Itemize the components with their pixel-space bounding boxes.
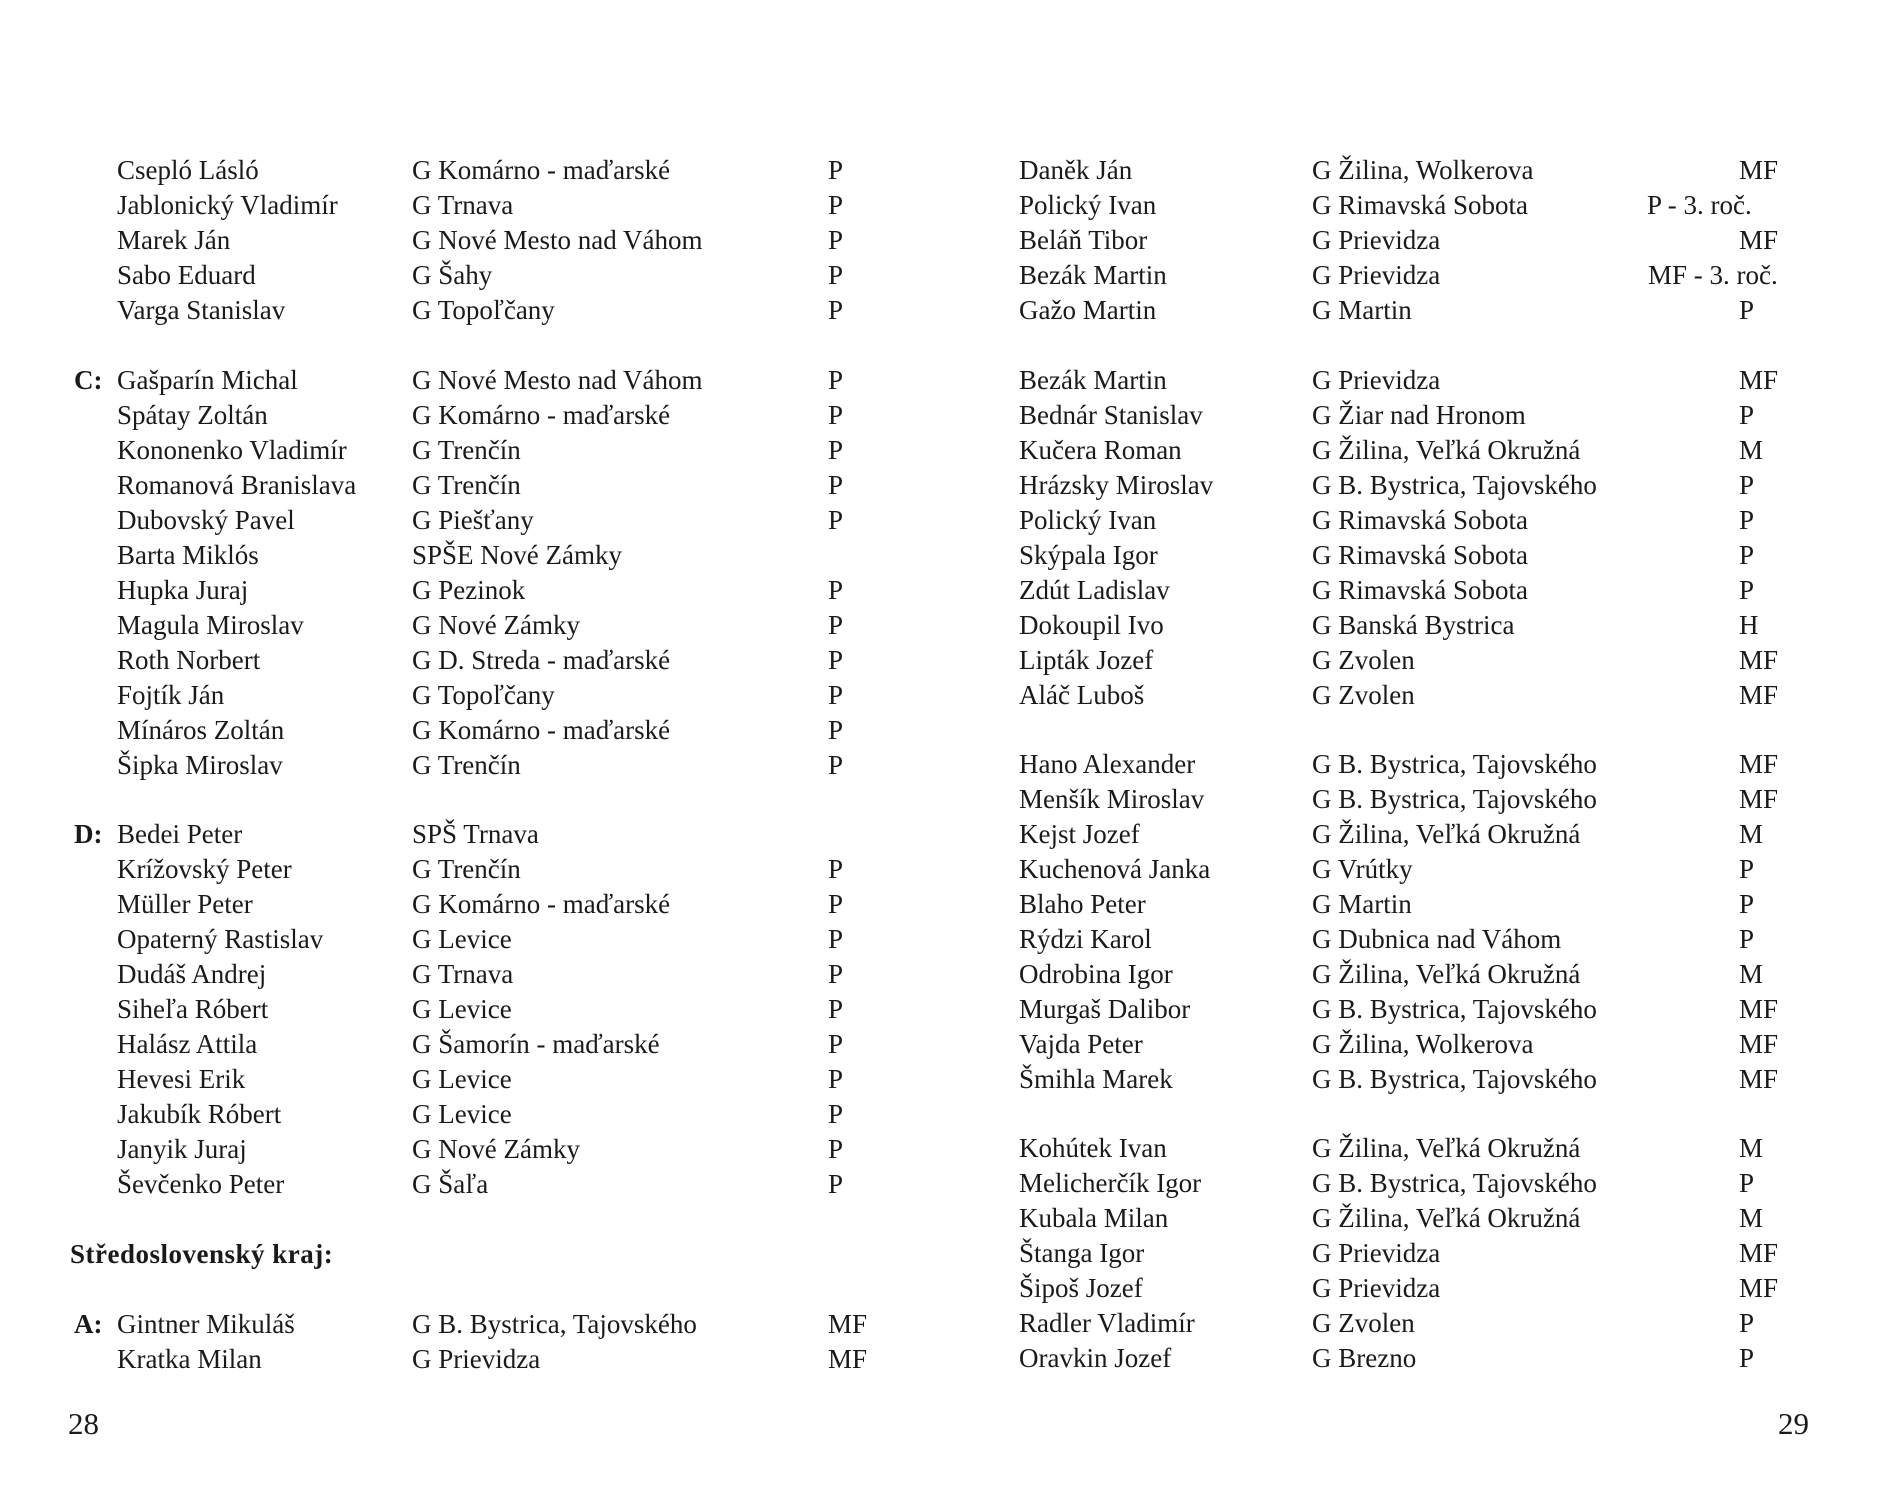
school-name: G B. Bystrica, Tajovského xyxy=(412,1309,697,1339)
school-name: G B. Bystrica, Tajovského xyxy=(1312,749,1597,779)
student-name: Kučera Roman xyxy=(1019,435,1182,465)
subject-code: MF xyxy=(1739,1064,1779,1094)
student-name: Roth Norbert xyxy=(117,645,261,675)
subject-code: M xyxy=(1739,959,1764,989)
table-row xyxy=(939,153,1878,188)
school-name: G Levice xyxy=(412,924,512,954)
table-row xyxy=(939,1306,1878,1341)
school-name: G Rimavská Sobota xyxy=(1312,190,1528,220)
student-name: Sabo Eduard xyxy=(117,260,256,290)
table-row xyxy=(0,398,939,433)
student-name: Aláč Luboš xyxy=(1019,680,1145,710)
school-name: G B. Bystrica, Tajovského xyxy=(1312,784,1597,814)
school-name: G Rimavská Sobota xyxy=(1312,540,1528,570)
page-number: 29 xyxy=(1778,1406,1809,1441)
subject-code: MF xyxy=(1739,1273,1779,1303)
student-name: Šmihla Marek xyxy=(1019,1064,1173,1094)
table-row xyxy=(0,153,939,188)
student-name: Hrázsky Miroslav xyxy=(1019,470,1214,500)
student-name: Barta Miklós xyxy=(117,540,259,570)
school-name: G Levice xyxy=(412,1099,512,1129)
subject-code: P xyxy=(828,854,844,884)
subject-code: MF xyxy=(1739,645,1779,675)
student-name: Odrobina Igor xyxy=(1019,959,1173,989)
subject-code: P xyxy=(1739,400,1755,430)
student-name: Vajda Peter xyxy=(1019,1029,1143,1059)
student-name: Kubala Milan xyxy=(1019,1203,1169,1233)
subject-code: P xyxy=(828,365,844,395)
student-name: Radler Vladimír xyxy=(1019,1308,1195,1338)
school-name: G B. Bystrica, Tajovského xyxy=(1312,994,1597,1024)
table-row xyxy=(0,1062,939,1097)
left-block-c xyxy=(0,363,939,783)
student-name: Krížovský Peter xyxy=(117,854,292,884)
student-name: Kohútek Ivan xyxy=(1019,1133,1167,1163)
school-name: G Trenčín xyxy=(412,435,521,465)
school-name: G Prievidza xyxy=(1312,225,1441,255)
student-name: Hevesi Erik xyxy=(117,1064,246,1094)
student-name: Mínáros Zoltán xyxy=(117,715,285,745)
student-name: Müller Peter xyxy=(117,889,253,919)
school-name: G Komárno - maďarské xyxy=(412,400,671,430)
student-name: Romanová Branislava xyxy=(117,470,357,500)
school-name: G Prievidza xyxy=(1312,1238,1441,1268)
subject-code: P xyxy=(828,1099,844,1129)
right-block-4 xyxy=(939,1131,1878,1376)
student-name: Fojtík Ján xyxy=(117,680,225,710)
school-name: G Trenčín xyxy=(412,854,521,884)
right-block-3 xyxy=(939,747,1878,1097)
school-name: G Nové Zámky xyxy=(412,1134,580,1164)
right-block-1 xyxy=(939,153,1878,328)
category-letter: D: xyxy=(74,819,103,849)
subject-code: P xyxy=(1739,505,1755,535)
table-row xyxy=(0,1167,939,1202)
table-row xyxy=(939,922,1878,957)
student-name: Lipták Jozef xyxy=(1019,645,1154,675)
table-row xyxy=(0,887,939,922)
student-name: Gažo Martin xyxy=(1019,295,1157,325)
table-row xyxy=(939,782,1878,817)
student-name: Bedei Peter xyxy=(117,819,243,849)
subject-code: P xyxy=(828,190,844,220)
student-name: Dubovský Pavel xyxy=(117,505,295,535)
subject-code: P xyxy=(828,155,844,185)
student-name: Csepló Lásló xyxy=(117,155,259,185)
school-name: G Nové Mesto nad Váhom xyxy=(412,225,703,255)
subject-code: P xyxy=(828,750,844,780)
subject-code: P xyxy=(828,924,844,954)
student-name: Siheľa Róbert xyxy=(117,994,269,1024)
subject-code: P xyxy=(828,1134,844,1164)
student-name: Opaterný Rastislav xyxy=(117,924,324,954)
table-row xyxy=(0,293,939,328)
school-name: G Žiar nad Hronom xyxy=(1312,400,1526,430)
school-name: G Žilina, Veľká Okružná xyxy=(1312,1133,1581,1163)
table-row xyxy=(0,188,939,223)
school-name: G Žilina, Veľká Okružná xyxy=(1312,1203,1581,1233)
subject-code: MF xyxy=(1739,784,1779,814)
student-name: Rýdzi Karol xyxy=(1019,924,1152,954)
subject-code: MF xyxy=(1739,155,1779,185)
school-name: G Šamorín - maďarské xyxy=(412,1029,660,1059)
subject-code: P xyxy=(1739,470,1755,500)
student-name: Hupka Juraj xyxy=(117,575,249,605)
table-row xyxy=(939,363,1878,398)
right-block-2 xyxy=(939,363,1878,713)
subject-code: M xyxy=(1739,1203,1764,1233)
subject-code: P xyxy=(828,575,844,605)
table-row xyxy=(939,293,1878,328)
table-row xyxy=(939,188,1878,223)
student-name: Hano Alexander xyxy=(1019,749,1196,779)
school-name: G Komárno - maďarské xyxy=(412,155,671,185)
school-name: G Nové Mesto nad Váhom xyxy=(412,365,703,395)
table-row xyxy=(939,1062,1878,1097)
school-name: G Vrútky xyxy=(1312,854,1413,884)
student-name: Gintner Mikuláš xyxy=(117,1309,295,1339)
subject-code: MF xyxy=(1739,225,1779,255)
school-name: G Žilina, Veľká Okružná xyxy=(1312,959,1581,989)
student-name: Melicherčík Igor xyxy=(1019,1168,1202,1198)
school-name: G B. Bystrica, Tajovského xyxy=(1312,470,1597,500)
subject-code: P xyxy=(1739,854,1755,884)
table-row xyxy=(0,433,939,468)
subject-code: P - 3. roč. xyxy=(1647,190,1752,220)
subject-code: MF xyxy=(1739,749,1779,779)
student-name: Spátay Zoltán xyxy=(117,400,268,430)
subject-code: P xyxy=(828,610,844,640)
table-row xyxy=(939,538,1878,573)
subject-code: M xyxy=(1739,1133,1764,1163)
school-name: G Prievidza xyxy=(1312,260,1441,290)
student-name: Kejst Jozef xyxy=(1019,819,1140,849)
school-name: G D. Streda - maďarské xyxy=(412,645,671,675)
subject-code: P xyxy=(1739,540,1755,570)
school-name: G Žilina, Wolkerova xyxy=(1312,1029,1534,1059)
student-name: Marek Ján xyxy=(117,225,231,255)
subject-code: P xyxy=(828,645,844,675)
table-row xyxy=(0,643,939,678)
school-name: G Nové Zámky xyxy=(412,610,580,640)
subject-code: MF xyxy=(828,1344,868,1374)
subject-code: P xyxy=(1739,1168,1755,1198)
school-name: G Zvolen xyxy=(1312,645,1415,675)
student-name: Jablonický Vladimír xyxy=(117,190,338,220)
region-heading: Středoslovenský kraj: xyxy=(70,1239,334,1269)
subject-code: P xyxy=(828,680,844,710)
table-row xyxy=(939,223,1878,258)
subject-code: MF xyxy=(1739,1238,1779,1268)
school-name: G Trenčín xyxy=(412,750,521,780)
table-row xyxy=(939,1027,1878,1062)
school-name: SPŠ Trnava xyxy=(412,819,539,849)
school-name: G Dubnica nad Váhom xyxy=(1312,924,1562,954)
table-row xyxy=(0,223,939,258)
subject-code: P xyxy=(1739,575,1755,605)
school-name: G Pezinok xyxy=(412,575,526,605)
student-name: Polický Ivan xyxy=(1019,505,1157,535)
table-row xyxy=(939,887,1878,922)
school-name: G Žilina, Wolkerova xyxy=(1312,155,1534,185)
table-row xyxy=(939,468,1878,503)
left-block-a xyxy=(0,1307,939,1377)
school-name: G Martin xyxy=(1312,295,1412,325)
school-name: SPŠE Nové Zámky xyxy=(412,540,623,570)
subject-code: MF xyxy=(1739,994,1779,1024)
school-name: G Prievidza xyxy=(1312,1273,1441,1303)
subject-code: MF - 3. roč. xyxy=(1648,260,1778,290)
category-letter: C: xyxy=(74,365,103,395)
table-row xyxy=(0,363,939,398)
student-name: Janyik Juraj xyxy=(117,1134,247,1164)
school-name: G Zvolen xyxy=(1312,680,1415,710)
table-row xyxy=(0,1342,939,1377)
subject-code: P xyxy=(828,1169,844,1199)
school-name: G Prievidza xyxy=(412,1344,541,1374)
subject-code: MF xyxy=(828,1309,868,1339)
school-name: G Levice xyxy=(412,994,512,1024)
table-row xyxy=(0,748,939,783)
category-letter: A: xyxy=(74,1309,103,1339)
table-row xyxy=(0,678,939,713)
student-name: Zdút Ladislav xyxy=(1019,575,1170,605)
table-row xyxy=(939,608,1878,643)
table-row xyxy=(0,922,939,957)
table-row xyxy=(939,1131,1878,1166)
subject-code: P xyxy=(1739,1308,1755,1338)
student-name: Šipoš Jozef xyxy=(1019,1273,1143,1303)
subject-code: P xyxy=(828,295,844,325)
table-row xyxy=(0,1097,939,1132)
student-name: Dokoupil Ivo xyxy=(1019,610,1164,640)
subject-code: P xyxy=(1739,924,1755,954)
student-name: Oravkin Jozef xyxy=(1019,1343,1172,1373)
table-row xyxy=(939,1236,1878,1271)
table-row xyxy=(0,608,939,643)
table-row xyxy=(0,852,939,887)
table-row xyxy=(0,468,939,503)
school-name: G Žilina, Veľká Okružná xyxy=(1312,819,1581,849)
student-name: Jakubík Róbert xyxy=(117,1099,282,1129)
table-row xyxy=(939,957,1878,992)
student-name: Blaho Peter xyxy=(1019,889,1146,919)
school-name: G Komárno - maďarské xyxy=(412,889,671,919)
school-name: G Šaľa xyxy=(412,1169,489,1199)
student-name: Šipka Miroslav xyxy=(117,750,283,780)
subject-code: P xyxy=(828,715,844,745)
table-row xyxy=(0,992,939,1027)
table-row xyxy=(939,747,1878,782)
student-name: Daněk Ján xyxy=(1019,155,1133,185)
subject-code: P xyxy=(1739,295,1755,325)
school-name: G Brezno xyxy=(1312,1343,1417,1373)
subject-code: P xyxy=(828,435,844,465)
table-row xyxy=(939,258,1878,293)
school-name: G Žilina, Veľká Okružná xyxy=(1312,435,1581,465)
subject-code: P xyxy=(828,505,844,535)
left-block-d xyxy=(0,817,939,1202)
table-row xyxy=(939,433,1878,468)
table-row xyxy=(0,573,939,608)
subject-code: P xyxy=(828,994,844,1024)
school-name: G Trenčín xyxy=(412,470,521,500)
table-row xyxy=(939,573,1878,608)
table-row xyxy=(939,1166,1878,1201)
school-name: G Martin xyxy=(1312,889,1412,919)
subject-code: P xyxy=(828,260,844,290)
school-name: G Banská Bystrica xyxy=(1312,610,1515,640)
table-row xyxy=(939,398,1878,433)
school-name: G Piešťany xyxy=(412,505,534,535)
school-name: G Komárno - maďarské xyxy=(412,715,671,745)
subject-code: P xyxy=(828,470,844,500)
subject-code: P xyxy=(828,959,844,989)
table-row xyxy=(939,643,1878,678)
student-name: Magula Miroslav xyxy=(117,610,304,640)
student-name: Ševčenko Peter xyxy=(117,1169,285,1199)
school-name: G Topoľčany xyxy=(412,295,555,325)
table-row xyxy=(939,852,1878,887)
subject-code: P xyxy=(1739,889,1755,919)
subject-code: P xyxy=(828,889,844,919)
table-row xyxy=(0,538,939,573)
table-row xyxy=(0,1132,939,1167)
table-row xyxy=(0,817,939,852)
student-name: Beláň Tibor xyxy=(1019,225,1148,255)
table-row xyxy=(0,1307,939,1342)
school-name: G Trnava xyxy=(412,959,514,989)
school-name: G Levice xyxy=(412,1064,512,1094)
school-name: G Prievidza xyxy=(1312,365,1441,395)
student-name: Menšík Miroslav xyxy=(1019,784,1205,814)
student-name: Murgaš Dalibor xyxy=(1019,994,1191,1024)
subject-code: P xyxy=(828,1064,844,1094)
school-name: G Zvolen xyxy=(1312,1308,1415,1338)
student-name: Bezák Martin xyxy=(1019,260,1167,290)
table-row xyxy=(0,957,939,992)
page-number: 28 xyxy=(68,1406,99,1441)
table-row xyxy=(939,1201,1878,1236)
subject-code: H xyxy=(1739,610,1759,640)
student-name: Kratka Milan xyxy=(117,1344,262,1374)
school-name: G Trnava xyxy=(412,190,514,220)
table-row xyxy=(939,1271,1878,1306)
subject-code: MF xyxy=(1739,365,1779,395)
right-page xyxy=(939,0,1878,1501)
subject-code: P xyxy=(828,1029,844,1059)
school-name: G B. Bystrica, Tajovského xyxy=(1312,1168,1597,1198)
student-name: Bednár Stanislav xyxy=(1019,400,1203,430)
subject-code: M xyxy=(1739,435,1764,465)
student-name: Skýpala Igor xyxy=(1019,540,1158,570)
left-block-1 xyxy=(0,153,939,328)
student-name: Štanga Igor xyxy=(1019,1238,1145,1268)
subject-code: M xyxy=(1739,819,1764,849)
school-name: G B. Bystrica, Tajovského xyxy=(1312,1064,1597,1094)
student-name: Bezák Martin xyxy=(1019,365,1167,395)
school-name: G Topoľčany xyxy=(412,680,555,710)
subject-code: P xyxy=(1739,1343,1755,1373)
student-name: Gašparín Michal xyxy=(117,365,298,395)
table-row xyxy=(0,503,939,538)
subject-code: MF xyxy=(1739,1029,1779,1059)
student-name: Polický Ivan xyxy=(1019,190,1157,220)
subject-code: P xyxy=(828,225,844,255)
table-row xyxy=(0,1027,939,1062)
table-row xyxy=(939,817,1878,852)
school-name: G Rimavská Sobota xyxy=(1312,505,1528,535)
subject-code: P xyxy=(828,400,844,430)
table-row xyxy=(939,678,1878,713)
student-name: Dudáš Andrej xyxy=(117,959,267,989)
school-name: G Šahy xyxy=(412,260,493,290)
table-row xyxy=(0,258,939,293)
student-name: Varga Stanislav xyxy=(117,295,286,325)
school-name: G Rimavská Sobota xyxy=(1312,575,1528,605)
table-row xyxy=(0,713,939,748)
table-row xyxy=(939,992,1878,1027)
student-name: Kononenko Vladimír xyxy=(117,435,347,465)
table-row xyxy=(939,503,1878,538)
student-name: Kuchenová Janka xyxy=(1019,854,1211,884)
student-name: Halász Attila xyxy=(117,1029,258,1059)
subject-code: MF xyxy=(1739,680,1779,710)
table-row xyxy=(939,1341,1878,1376)
